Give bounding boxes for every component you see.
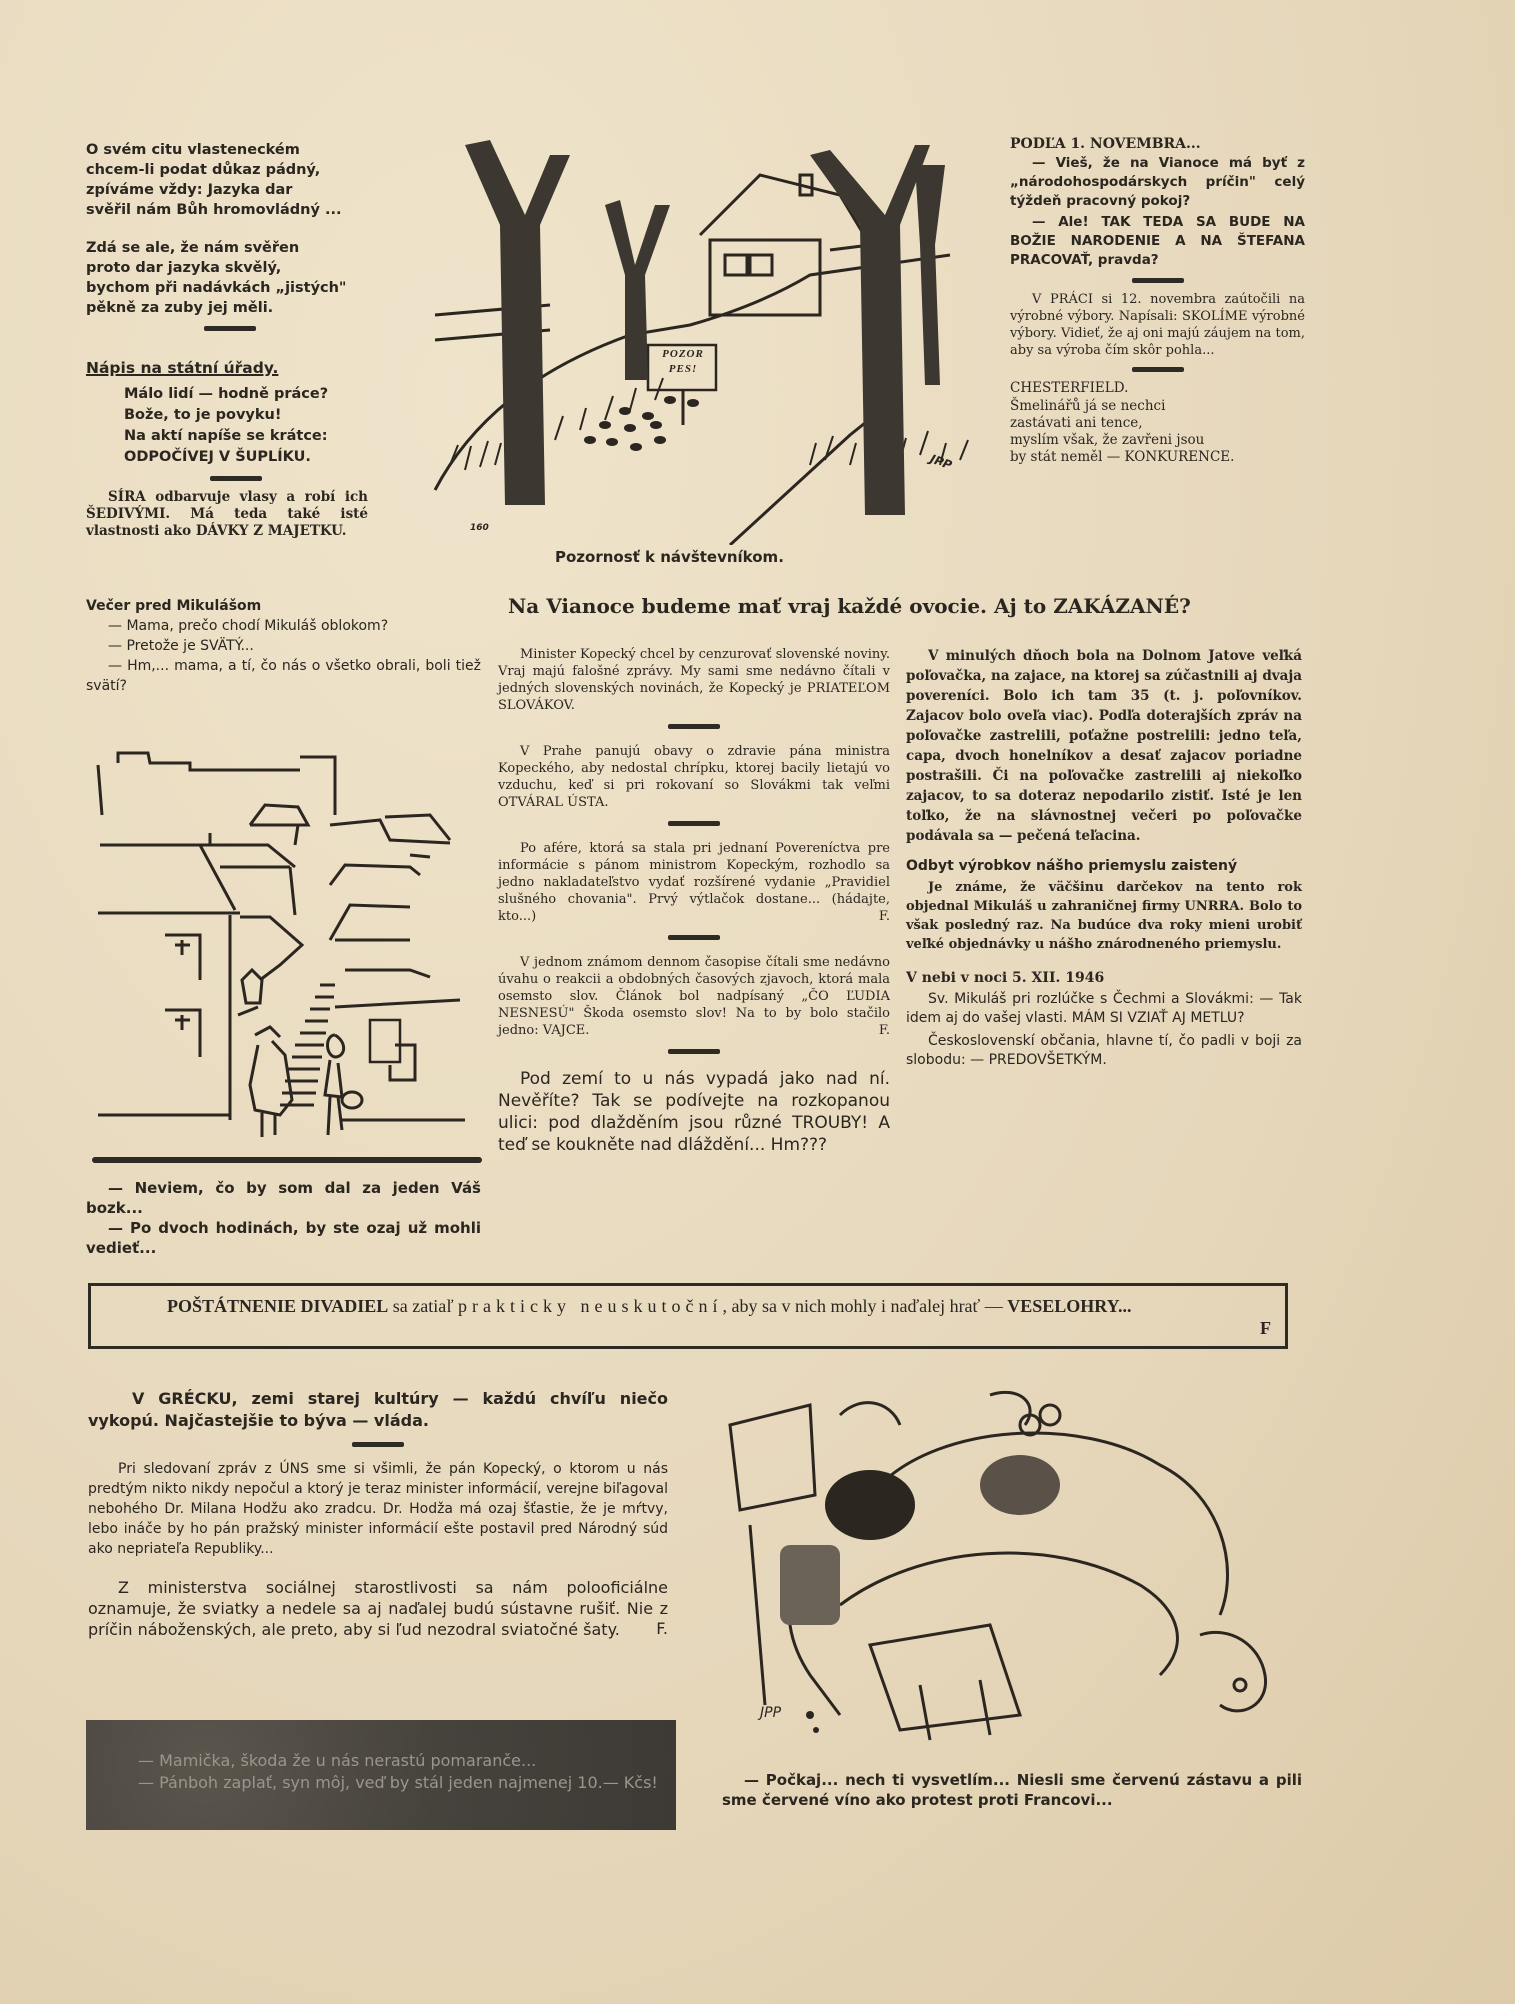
right-column (906, 646, 1302, 1070)
sira-text: SÍRA odbarvuje vlasy a robí ich ŠEDIVÝMI. Má teda také isté vlastnosti ako DÁVKY Z MAJETKU. (86, 489, 368, 539)
polovacka-text: V minulých dňoch bola na Dolnom Jatove veľká poľovačka, na zajace, na ktorej sa zúčastnili aj dvaja povereníci. Bolo ich tam 35 (t. j. poľovníkov. Zajacov bolo oveľa viac). Podľa doterajších zpráv na poľovačke zastrelili, poťažne postrelili: jedno teľa, capa, dvoch honelníkov a desať zajacov poriadne postrašili. Či na poľovačke zastrelili aj niekoľko zajacov, to sa doteraz nepodarilo zistiť. Isté je len toľko, že na slávnostnej večeri po poľovačke podávala sa — pečená teľacina. (906, 648, 1302, 844)
divider (1132, 278, 1184, 283)
mikulas-line: — Hm,... mama, a tí, čo nás o všetko obrali, boli tiež svätí? (86, 658, 481, 694)
poem-line: pěkně za zuby jej měli. (86, 300, 274, 316)
napis-line: Bože, to je povyku! (124, 407, 282, 423)
divadla-end: VESELOHRY... (1007, 1296, 1132, 1316)
sign-text (656, 347, 710, 377)
poem-line: chcem-li podat důkaz pádný, (86, 162, 321, 178)
signature: F. (878, 909, 890, 924)
cartoon-street (90, 745, 485, 1145)
dialog-line: — Vieš, že na Vianoce má byť z „národohospodárskych príčin" celý týždeň pracovný pokoj? (1010, 155, 1305, 209)
podla-title: PODĽA 1. NOVEMBRA... (1010, 136, 1201, 152)
signature: F. (878, 1023, 890, 1038)
mikulas-title: Večer pred Mikulášom (86, 598, 262, 614)
mikulas-line: — Pretože je SVÄTÝ... (108, 638, 254, 654)
divider (352, 1442, 404, 1447)
divider (210, 476, 262, 481)
dark-box (86, 1720, 676, 1830)
afera-text: Po afére, ktorá sa stala pri jednaní Povereníctva pre informácie s pánom ministrom Kopeckým, rozhodlo sa jedno nakladateľstvo vydať rozšírené vydanie „Pravidiel slušného chovania". Prvý výtlačok dostane... (hádajte, kto...) (498, 841, 890, 924)
divider (668, 821, 720, 826)
chesterfield-line: myslím však, že zavřeni jsou (1010, 432, 1205, 448)
divider-thick (92, 1157, 482, 1163)
napis-line: Málo lidí — hodně práce? (124, 386, 329, 402)
street-caption (86, 1178, 481, 1258)
odbyt-title: Odbyt výrobkov nášho priemyslu zaistený (906, 858, 1238, 874)
dark-box-line: — Pánboh zaplať, syn môj, veď by stál jeden najmenej 10.— Kčs! (138, 1773, 658, 1792)
mikulas-line: — Mama, prečo chodí Mikuláš oblokom? (108, 618, 389, 634)
signature: F (1260, 1318, 1271, 1338)
napis-line: ODPOČÍVEJ V ŠUPLÍKU. (124, 449, 311, 465)
middle-column (498, 646, 890, 1156)
chesterfield-line: by stát neměl — KONKURENCE. (1010, 449, 1235, 465)
bedroom-caption: — Počkaj... nech ti vysvetlím... Niesli sme červenú zástavu a pili sme červené víno ako protest proti Francovi... (722, 1771, 1302, 1809)
cartoon-caption: Pozornosť k návštevníkom. (555, 548, 784, 566)
napis-title: Nápis na státní úřady. (86, 359, 279, 377)
nebi-title: V nebi v noci 5. XII. 1946 (906, 970, 1105, 986)
divadla-lead: POŠTÁTNENIE DIVADIEL (167, 1296, 389, 1316)
ministerstvo-text: Z ministerstva sociálnej starostlivosti sa nám polooficiálne oznamuje, že sviatky a nedele sa aj naďalej budú sústavne rušiť. Nie z príčin náboženských, ale preto, aby si ľud nezodral sviatočné šaty. (88, 1578, 668, 1639)
headline: Na Vianoce budeme mať vraj každé ovocie. Aj to ZAKÁZANÉ? (508, 594, 1191, 618)
poem-line: O svém citu vlasteneckém (86, 142, 300, 158)
poem-line: zpíváme vždy: Jazyka dar (86, 182, 293, 198)
grecko-text: V GRÉCKU, zemi starej kultúry — každú chvíľu niečo vykopú. Najčastejšie to býva — vláda. (88, 1389, 668, 1430)
poem-line: Zdá se ale, že nám svěřen (86, 240, 300, 256)
divider (668, 1049, 720, 1054)
divadla-box (88, 1283, 1288, 1349)
divider (668, 724, 720, 729)
chesterfield-line: zastávati ani tence, (1010, 415, 1143, 431)
dialog-line: — Ale! TAK TEDA SA BUDE NA BOŽIE NARODENIE A NA ŠTEFANA PRACOVAŤ, pravda? (1010, 214, 1305, 268)
poem-vlastenecky (86, 140, 406, 339)
divadla-text (107, 1294, 1271, 1318)
chesterfield-title: CHESTERFIELD. (1010, 380, 1129, 396)
bottom-left-column (88, 1388, 668, 1638)
poem-line: svěřil nám Bůh hromovládný ... (86, 202, 342, 218)
divider (1132, 367, 1184, 372)
divadla-text-2: , aby sa v nich mohly i naďalej hrať — (722, 1296, 1008, 1316)
artist-signature: JPP (928, 451, 954, 473)
cartoon-bedroom (720, 1385, 1310, 1745)
divadla-text-1: sa zatiaľ (388, 1296, 459, 1316)
uns-text: Pri sledovaní zpráv z ÚNS sme si všimli, že pán Kopecký, o ktorom u nás predtým nikto nikdy nepočul a ktorý je teraz minister informácií, verejne biľagoval nebohého Dr. Milana Hodžu ako zradcu. Dr. Hodža má ozaj šťastie, že je mŕtvy, lebo ináče by ho pán pražský minister informácií ešte postavil pred Národný súd ako nepriateľa Republiky... (88, 1461, 668, 1557)
caption-line: — Po dvoch hodinách, by ste ozaj už mohli vedieť... (86, 1219, 481, 1257)
kopecky-text: Minister Kopecký chcel by cenzurovať slovenské noviny. Vraj majú falošné zprávy. My sami sme nedávno čítali v jedných slovenských novinách, že Kopecký je PRIATEĽOM SLOVÁKOV. (498, 647, 890, 713)
signature: F. (656, 1619, 668, 1638)
poem-line: proto dar jazyka skvělý, (86, 260, 282, 276)
caption-line: — Neviem, čo by som dal za jeden Váš bozk... (86, 1179, 481, 1217)
poem-line: bychom při nadávkách „jistých" (86, 280, 347, 296)
bedroom-fight-cartoon-icon (720, 1385, 1310, 1745)
cartoon-trees-house (430, 135, 990, 545)
napis-line: Na aktí napíše se krátce: (124, 428, 328, 444)
nebi-text: Sv. Mikuláš pri rozlúčke s Čechmi a Slovákmi: — Tak idem aj do vašej vlasti. MÁM SI VZIAŤ AJ METLU? (906, 991, 1302, 1026)
casopis-text: V jednom známom dennom časopise čítali sme nedávno úvahu o reakcii a obdobných časových zjavoch, ktorá mala osemsto slov. Článok bol nadpísaný „ČO ĽUDIA NESNESÚ" Škoda osemsto slov! Na to by bolo stačilo jedno: VAJCE. (498, 955, 890, 1038)
divider (668, 935, 720, 940)
praha-text: V Prahe panujú obavy o zdravie pána ministra Kopeckého, aby nedostal chrípku, ktorej bacily lietajú vo vzduchu, keď si pri rokovaní so Slovákmi tak veľmi OTVÁRAL ÚSTA. (498, 744, 890, 810)
top-right-column (1010, 136, 1305, 466)
napis-block (86, 358, 416, 540)
divider (204, 326, 256, 331)
chesterfield-line: Šmelinářů já se nechci (1010, 398, 1166, 414)
street-stairs-cartoon-icon (90, 745, 485, 1145)
divadla-spaced: prakticky neuskutoční (458, 1296, 723, 1316)
sign-line: PES! (668, 363, 698, 375)
nebi-text: Československí občania, hlavne tí, čo padli v boji za slobodu: — PREDOVŠETKÝM. (906, 1033, 1302, 1068)
sign-line: POZOR (662, 348, 704, 360)
mikulas-block (86, 596, 481, 696)
cartoon-number: 160 (470, 523, 489, 533)
dark-box-line: — Mamička, škoda že u nás nerastú pomaranče... (138, 1751, 537, 1770)
pod-zemi-text: Pod zemí to u nás vypadá jako nad ní. Nevěříte? Tak se podívejte na rozkopanou ulici: pod dlažděním jsou různé TROUBY! A teď se koukněte nad dláždění... Hm??? (498, 1069, 890, 1155)
odbyt-text: Je známe, že väčšinu darčekov na tento rok objednal Mikuláš u zahraničnej firmy UNRRA. Bolo to však posledný raz. Na budúce dva roky mieni urobiť veľké objednávky u nášho znárodneného priemyslu. (906, 880, 1302, 952)
praca-text: V PRÁCI si 12. novembra zaútočili na výrobné výbory. Napísali: SKOLÍME výrobné výbory. Vidieť, že aj oni majú záujem na tom, aby sa výroba čím skôr pohla... (1010, 292, 1305, 358)
artist-signature: JPP (760, 1705, 782, 1721)
trees-house-cartoon-icon (430, 135, 990, 545)
